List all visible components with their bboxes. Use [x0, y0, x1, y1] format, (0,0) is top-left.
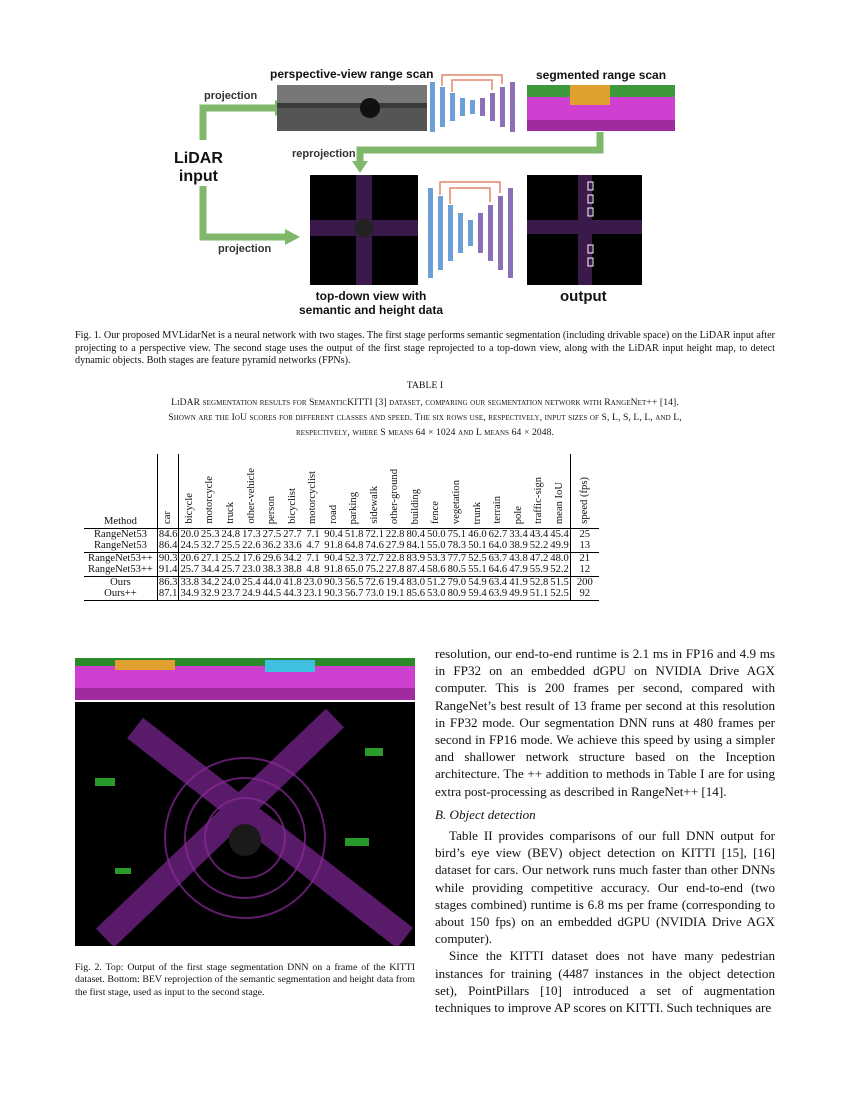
value-cell: 41.8: [283, 576, 302, 588]
value-cell: 36.2: [262, 540, 282, 552]
value-cell: 23.0: [242, 564, 261, 576]
value-cell: 27.5: [262, 528, 282, 540]
header-other-vehicle: other-vehicle: [245, 468, 257, 524]
value-cell: 83.0: [406, 576, 426, 588]
table-1-caption-line3: respectively, where S means 64 × 1024 and L means 64 × 2048.: [295, 427, 555, 438]
value-cell: 33.4: [509, 528, 528, 540]
table-1: [84, 454, 599, 601]
header-motorcyclist: motorcyclist: [307, 470, 319, 524]
method-cell: RangeNet53: [93, 528, 147, 540]
value-cell: 85.6: [406, 588, 426, 600]
value-cell: 49.9: [550, 540, 569, 552]
value-cell: 200: [570, 576, 598, 588]
header-terrain: terrain: [492, 496, 504, 524]
header-sidewalk: sidewalk: [368, 486, 380, 524]
header-truck: truck: [225, 502, 237, 524]
value-cell: 73.0: [365, 588, 384, 600]
method-cell: RangeNet53++: [88, 564, 153, 576]
value-cell: 55.9: [529, 564, 549, 576]
value-cell: 33.6: [283, 540, 302, 552]
value-cell: 51.2: [427, 576, 446, 588]
header-mean-iou: mean IoU: [553, 481, 565, 524]
value-cell: 56.5: [344, 576, 364, 588]
header-building: building: [409, 488, 421, 524]
value-cell: 87.4: [406, 564, 426, 576]
value-cell: 38.8: [283, 564, 302, 576]
value-cell: 80.4: [406, 528, 426, 540]
method-cell: Ours++: [104, 588, 137, 600]
table-row: [84, 528, 599, 540]
projection-top-label: projection: [204, 90, 258, 102]
value-cell: 38.3: [262, 564, 282, 576]
value-cell: 24.5: [180, 540, 199, 552]
value-cell: 90.4: [324, 528, 343, 540]
value-cell: 45.4: [550, 528, 569, 540]
value-cell: 78.3: [447, 540, 467, 552]
table-row: [84, 576, 599, 588]
value-cell: 79.0: [447, 576, 467, 588]
value-cell: 25.3: [201, 528, 220, 540]
value-cell: 91.4: [158, 564, 178, 576]
figure-2-image: [75, 658, 415, 946]
value-cell: 43.4: [529, 528, 549, 540]
value-cell: 52.5: [468, 552, 487, 564]
header-parking: parking: [348, 491, 360, 524]
projection-bottom-label: projection: [218, 243, 272, 255]
value-cell: 32.7: [201, 540, 220, 552]
value-cell: 22.6: [242, 540, 261, 552]
value-cell: 72.7: [365, 552, 384, 564]
header-bicycle: bicycle: [179, 454, 200, 528]
value-cell: 52.8: [529, 576, 549, 588]
table-1-caption: [60, 395, 790, 440]
value-cell: 29.6: [262, 552, 282, 564]
value-cell: 87.1: [158, 588, 178, 600]
value-cell: 4.7: [306, 540, 320, 552]
lidar-input-label: LiDAR input: [174, 150, 223, 185]
value-cell: 22.8: [385, 528, 405, 540]
value-cell: 17.3: [242, 528, 261, 540]
value-cell: 47.9: [509, 564, 528, 576]
header-method: Method: [103, 515, 137, 527]
value-cell: 44.0: [262, 576, 282, 588]
value-cell: 25.7: [180, 564, 199, 576]
value-cell: 63.7: [488, 552, 508, 564]
value-cell: 77.7: [447, 552, 467, 564]
section-heading-object-detection: B. Object detection: [435, 806, 536, 822]
header-trunk: trunk: [471, 501, 483, 524]
value-cell: 83.9: [406, 552, 426, 564]
value-cell: 52.5: [550, 588, 569, 600]
value-cell: 13: [570, 540, 598, 552]
segmented-scan-label: segmented range scan: [536, 68, 667, 82]
header-speed: speed (fps): [570, 454, 598, 528]
figure-2-caption: Fig. 2. Top: Output of the first stage segmentation DNN on a frame of the KITTI dataset. Bottom: BEV reprojection of the semantic segmentation and height data from the first stage, used as input to the second stage.: [75, 962, 415, 998]
value-cell: 41.9: [509, 576, 528, 588]
figure-1: [170, 60, 690, 325]
value-cell: 47.2: [529, 552, 549, 564]
value-cell: 21: [570, 552, 598, 564]
value-cell: 22.8: [385, 552, 405, 564]
value-cell: 34.9: [180, 588, 199, 600]
value-cell: 62.7: [488, 528, 508, 540]
value-cell: 34.4: [201, 564, 220, 576]
table-row: [84, 564, 599, 576]
table-row: [84, 588, 599, 600]
value-cell: 34.2: [283, 552, 302, 564]
topdown-label: [296, 289, 446, 317]
table-row: [84, 552, 599, 564]
paragraph-pedestrian: Since the KITTI dataset does not have many pedestrian instances for training (4487 instances in the object detection set), PointPillars [10] introduced a set of augmentation techniques to improve AP scores on KITTI. Such techniques are: [435, 948, 775, 1016]
value-cell: 24.8: [221, 528, 241, 540]
value-cell: 23.1: [303, 588, 323, 600]
value-cell: 52.3: [344, 552, 364, 564]
header-road: road: [327, 505, 339, 524]
value-cell: 86.3: [158, 576, 178, 588]
value-cell: 44.5: [262, 588, 282, 600]
fpn-top: [430, 75, 515, 132]
value-cell: 59.4: [468, 588, 487, 600]
value-cell: 43.8: [509, 552, 528, 564]
value-cell: 84.6: [158, 528, 178, 540]
value-cell: 33.8: [180, 576, 199, 588]
fpn-bottom: [428, 182, 513, 278]
figure-1-caption: Fig. 1. Our proposed MVLidarNet is a neural network with two stages. The first stage performs semantic segmentation (including drivable space) on the LiDAR input after projecting to a perspective view. The second stage uses the output of the first stage reprojected to a top-down view, along with the LiDAR input height map, to detect dynamic objects. Both stages are feature pyramid networks (FPNs).: [75, 330, 775, 367]
value-cell: 84.1: [406, 540, 426, 552]
value-cell: 23.7: [221, 588, 241, 600]
value-cell: 4.8: [306, 564, 320, 576]
header-traffic-sign: traffic-sign: [533, 477, 545, 524]
paragraph-runtime: resolution, our end-to-end runtime is 2.1 ms in FP16 and 4.9 ms in FP32 on an embedded dGPU on NVIDIA Drive AGX computer. This is 200 frames per second, compared with RangeNet’s best result of 13 frame per second at this resolution in FP32 mode. Our segmentation DNN runs at 480 frames per second in FP16 mode. We achieve this speed by using a simpler and shallower network structure based on the Inception architecture. The ++ addition to methods in Table I are for using extra post-processing as described in RangeNet++ [14].: [435, 646, 775, 799]
value-cell: 92: [570, 588, 598, 600]
right-column: [435, 645, 775, 1016]
value-cell: 65.0: [344, 564, 364, 576]
value-cell: 24.9: [242, 588, 261, 600]
header-car: car: [157, 454, 179, 528]
table-row: [84, 540, 599, 552]
value-cell: 55.1: [468, 564, 487, 576]
value-cell: 51.8: [344, 528, 364, 540]
figure-2-render: [75, 658, 415, 946]
value-cell: 25: [570, 528, 598, 540]
value-cell: 7.1: [306, 528, 320, 540]
value-cell: 24.0: [221, 576, 241, 588]
value-cell: 49.9: [509, 588, 528, 600]
topdown-label-line2: semantic and height data: [298, 303, 444, 317]
value-cell: 20.6: [180, 552, 199, 564]
value-cell: 52.2: [550, 564, 569, 576]
table-1-caption-line2: Shown are the IoU scores for different classes and speed. The six rows use, respectively, input sizes of S, L, S, L, L, and L,: [168, 412, 682, 423]
value-cell: 27.7: [283, 528, 302, 540]
value-cell: 50.0: [427, 528, 446, 540]
header-bicyclist: bicyclist: [286, 488, 298, 524]
value-cell: 64.6: [488, 564, 508, 576]
value-cell: 27.9: [385, 540, 405, 552]
value-cell: 75.2: [365, 564, 384, 576]
table-1-number: TABLE I: [406, 380, 444, 391]
value-cell: 56.7: [344, 588, 364, 600]
value-cell: 63.4: [488, 576, 508, 588]
value-cell: 75.1: [447, 528, 467, 540]
value-cell: 64.8: [344, 540, 364, 552]
value-cell: 51.1: [529, 588, 549, 600]
header-person: person: [266, 495, 278, 524]
table-1-caption-line1: LiDAR segmentation results for SemanticKITTI [3] dataset, comparing our segmentation network with RangeNet++ [14].: [171, 397, 679, 408]
paragraph-table2: Table II provides comparisons of our full DNN output for bird’s eye view (BEV) object detection on KITTI [15], [16] dataset for cars. Our network runs much faster than other DNNs while providing competitive accuracy. Our end-to-end (two stages combined) runtime is 6.8 ms per frame (corresponding to about 150 fps) on an embedded dGPU (NVIDIA Drive AGX computer).: [435, 828, 775, 947]
value-cell: 46.0: [468, 528, 487, 540]
header-other-ground: other-ground: [389, 468, 401, 524]
value-cell: 25.5: [221, 540, 241, 552]
value-cell: 19.4: [385, 576, 405, 588]
value-cell: 25.2: [221, 552, 241, 564]
value-cell: 51.5: [550, 576, 569, 588]
value-cell: 53.0: [427, 588, 446, 600]
value-cell: 55.0: [427, 540, 446, 552]
value-cell: 23.0: [303, 576, 323, 588]
value-cell: 90.4: [324, 552, 343, 564]
value-cell: 25.4: [242, 576, 261, 588]
header-fence: fence: [430, 500, 442, 524]
value-cell: 58.6: [427, 564, 446, 576]
value-cell: 72.1: [365, 528, 384, 540]
header-motorcycle: motorcycle: [204, 476, 216, 524]
value-cell: 38.9: [509, 540, 528, 552]
value-cell: 63.9: [488, 588, 508, 600]
value-cell: 50.1: [468, 540, 487, 552]
value-cell: 53.3: [427, 552, 446, 564]
value-cell: 17.6: [242, 552, 261, 564]
value-cell: 80.9: [447, 588, 467, 600]
value-cell: 27.8: [385, 564, 405, 576]
value-cell: 91.8: [324, 564, 343, 576]
value-cell: 64.0: [488, 540, 508, 552]
reprojection-label: reprojection: [292, 148, 356, 160]
value-cell: 19.1: [385, 588, 405, 600]
value-cell: 90.3: [324, 576, 343, 588]
method-cell: Ours: [110, 576, 131, 588]
value-cell: 54.9: [468, 576, 487, 588]
value-cell: 52.2: [529, 540, 549, 552]
value-cell: 20.0: [180, 528, 199, 540]
header-pole: pole: [512, 505, 524, 524]
value-cell: 90.3: [158, 552, 178, 564]
value-cell: 91.8: [324, 540, 343, 552]
value-cell: 86.4: [158, 540, 178, 552]
value-cell: 90.3: [324, 588, 343, 600]
perspective-scan-label: perspective-view range scan: [270, 67, 434, 81]
value-cell: 7.1: [306, 552, 320, 564]
value-cell: 44.3: [283, 588, 302, 600]
value-cell: 12: [570, 564, 598, 576]
value-cell: 25.7: [221, 564, 241, 576]
value-cell: 48.0: [550, 552, 569, 564]
value-cell: 27.1: [201, 552, 220, 564]
value-cell: 32.9: [201, 588, 220, 600]
value-cell: 34.2: [201, 576, 220, 588]
value-cell: 74.6: [365, 540, 384, 552]
header-vegetation: vegetation: [451, 479, 463, 524]
method-cell: RangeNet53: [93, 540, 147, 552]
method-cell: RangeNet53++: [88, 552, 153, 564]
value-cell: 80.5: [447, 564, 467, 576]
value-cell: 72.6: [365, 576, 384, 588]
topdown-label-line1: top-down view with: [315, 289, 427, 303]
output-label: output: [560, 288, 607, 305]
